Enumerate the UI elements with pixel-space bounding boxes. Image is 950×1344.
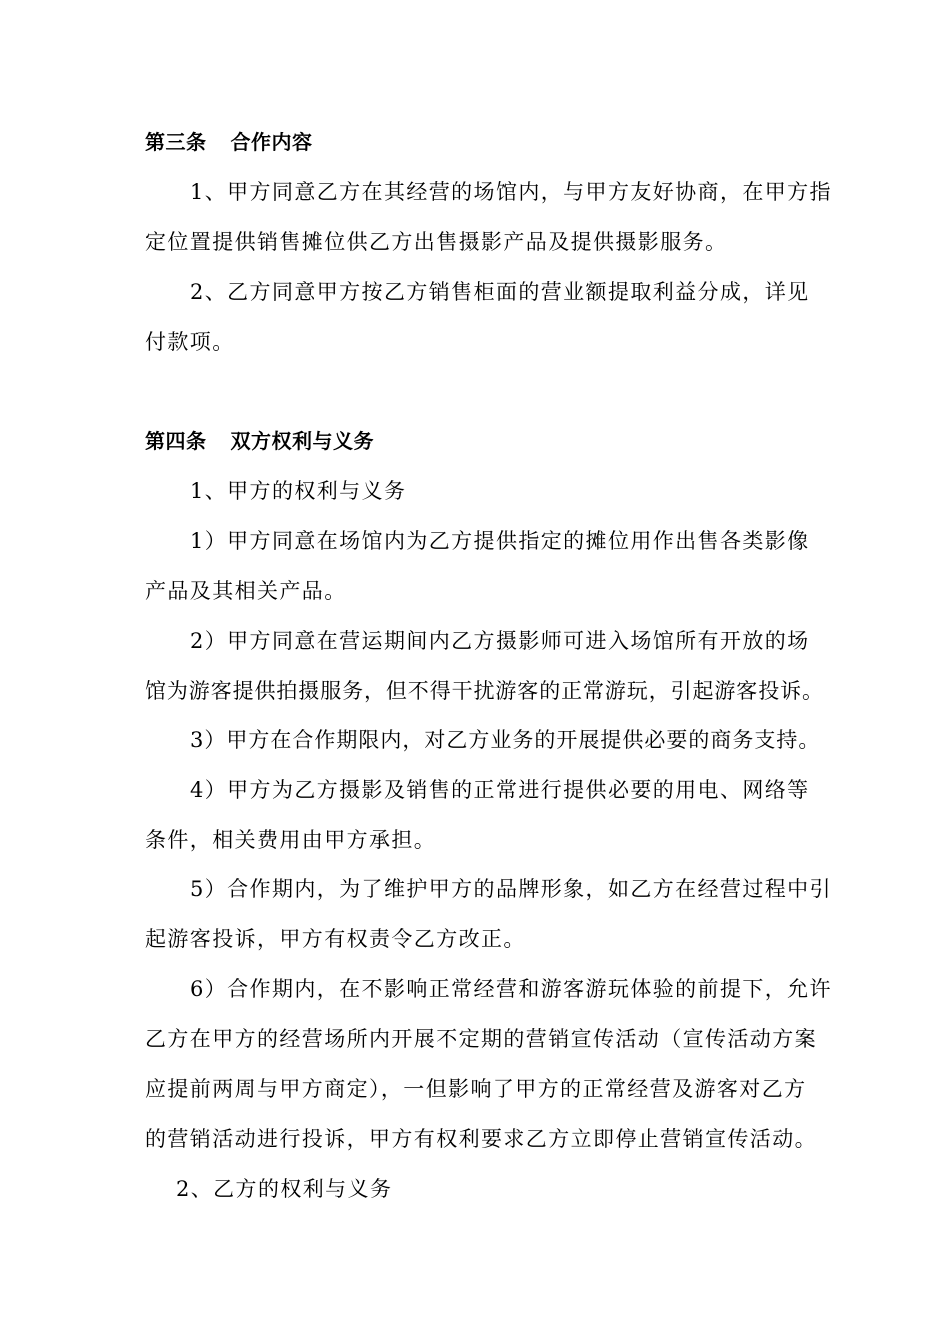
item1-line2: 产品及其相关产品。 xyxy=(145,579,347,603)
item4-line2: 条件，相关费用由甲方承担。 xyxy=(145,828,437,852)
item5-line1: 5）合作期内，为了维护甲方的品牌形象，如乙方在经营过程中引 xyxy=(190,877,832,901)
article4-number: 第四条 xyxy=(145,429,207,453)
item6-line2: 乙方在甲方的经营场所内开展不定期的营销宣传活动（宣传活动方案 xyxy=(145,1027,817,1051)
article3-clause1-line2: 定位置提供销售摊位供乙方出售摄影产品及提供摄影服务。 xyxy=(145,230,728,254)
article3-clause2-line1: 2、乙方同意甲方按乙方销售柜面的营业额提取利益分成，详见 xyxy=(190,280,810,304)
article3-clause2-line2: 付款项。 xyxy=(145,330,235,354)
item3-line1: 3）甲方在合作期限内，对乙方业务的开展提供必要的商务支持。 xyxy=(190,728,821,752)
party-a-rights-heading: 1、甲方的权利与义务 xyxy=(190,479,407,503)
article4-heading xyxy=(145,426,374,456)
article3-clause1-line1: 1、甲方同意乙方在其经营的场馆内，与甲方友好协商，在甲方指 xyxy=(190,180,832,204)
item6-line1: 6）合作期内，在不影响正常经营和游客游玩体验的前提下，允许 xyxy=(190,977,832,1001)
article3-title: 合作内容 xyxy=(230,130,313,154)
article3-number: 第三条 xyxy=(145,130,207,154)
item5-line2: 起游客投诉，甲方有权责令乙方改正。 xyxy=(145,927,526,951)
item2-line1: 2）甲方同意在营运期间内乙方摄影师可进入场馆所有开放的场 xyxy=(190,629,810,653)
article4-title: 双方权利与义务 xyxy=(230,429,374,453)
party-b-rights-heading: 2、乙方的权利与义务 xyxy=(176,1177,393,1201)
item6-line4: 的营销活动进行投诉，甲方有权利要求乙方立即停止营销宣传活动。 xyxy=(145,1127,817,1151)
item4-line1: 4）甲方为乙方摄影及销售的正常进行提供必要的用电、网络等 xyxy=(190,778,810,802)
article3-heading xyxy=(145,127,313,157)
item2-line2: 馆为游客提供拍摄服务，但不得干扰游客的正常游玩，引起游客投诉。 xyxy=(145,679,824,703)
item1-line1: 1）甲方同意在场馆内为乙方提供指定的摊位用作出售各类影像 xyxy=(190,529,810,553)
item6-line3: 应提前两周与甲方商定），一但影响了甲方的正常经营及游客对乙方 xyxy=(145,1077,807,1101)
